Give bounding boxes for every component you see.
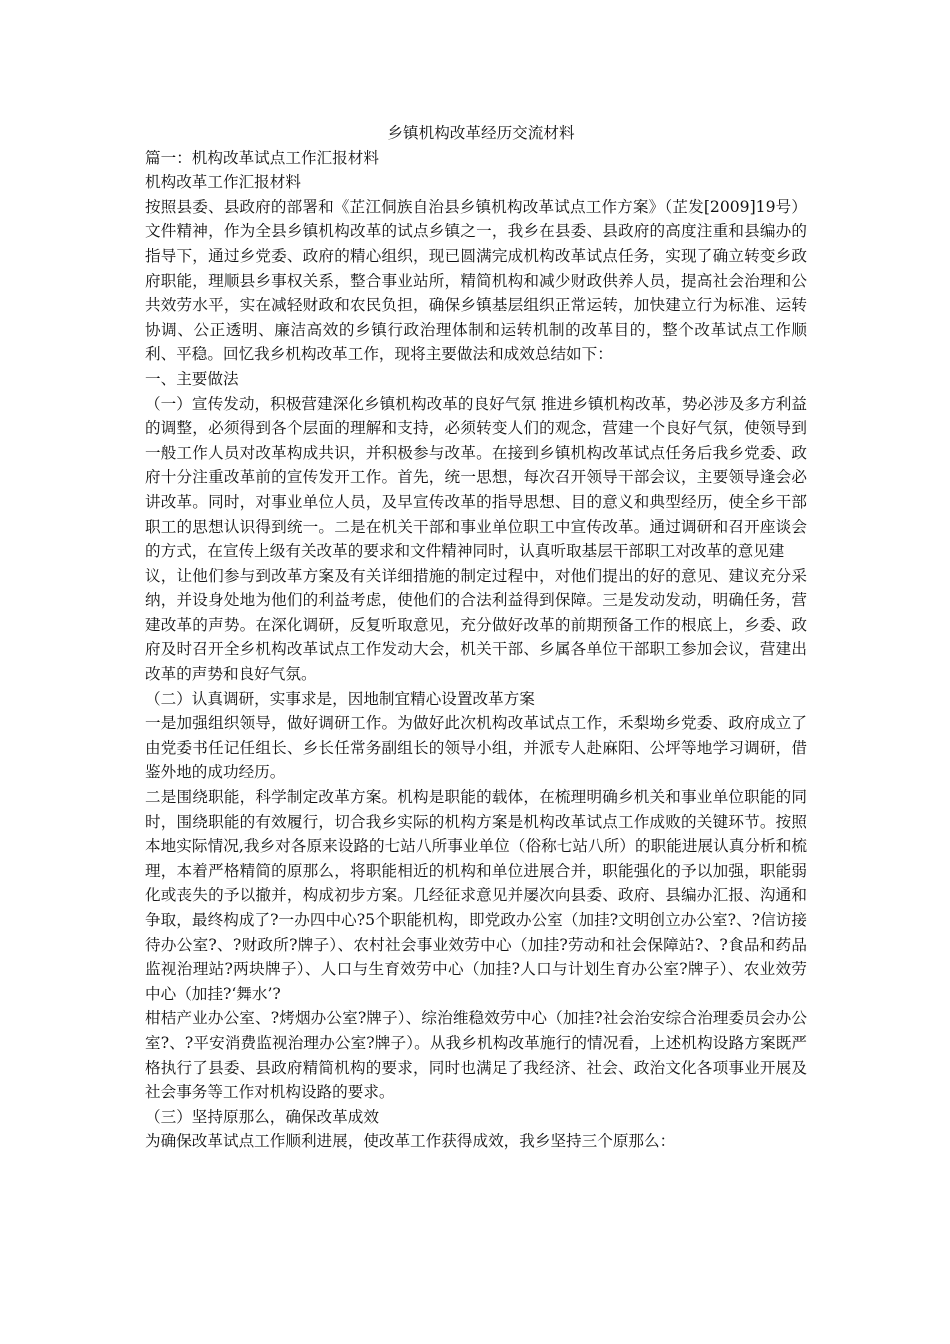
paragraph-functions-continued: 柑桔产业办公室、?烤烟办公室?牌子）、综治维稳效劳中心（加挂?社会治安综合治理委员会办公室?、?平安消费监视治理办公室?牌子）。从我乡机构改革施行的情况看，上述机构设路方案既严格执行了县委、县政府精简机构的要求，同时也满足了我经济、社会、政治文化各项事业开展及社会事务等工作对机构设路的要求。 [145,1009,807,1102]
heading-principles: （三）坚持原那么，确保改革成效 [145,1107,379,1126]
document-title: 乡镇机构改革经历交流材料 [387,124,575,142]
paragraph-intro: 按照县委、县政府的部署和《芷江侗族自治县乡镇机构改革试点工作方案》（芷发[2009]19号）文件精神，作为全县乡镇机构改革的试点乡镇之一，我乡在县委、县政府的高度注重和县编办的指导下，通过乡党委、政府的精心组织，现已圆满完成机构改革试点任务，实现了确立转变乡政府职能，理顺县乡事权关系，整合事业站所，精简机构和减少财政供养人员，提高社会治理和公共效劳水平，实在减轻财政和农民负担，确保乡镇基层组织正常运转，加快建立行为标准、运转协调、公正透明、廉洁高效的乡镇行政治理体制和运转机制的改革目的，整个改革试点工作顺利、平稳。回忆我乡机构改革工作，现将主要做法和成效总结如下： [145,197,807,364]
paragraph-leadership: 一是加强组织领导，做好调研工作。为做好此次机构改革试点工作，禾梨坳乡党委、政府成立了由党委书任记任组长、乡长任常务副组长的领导小组，并派专人赴麻阳、公坪等地学习调研，借鉴外地的成功经历。 [145,714,807,782]
paragraph-principles: 为确保改革试点工作顺利进展，使改革工作获得成效，我乡坚持三个原那么： [145,1132,676,1151]
paragraph-publicity-continued: 议，让他们参与到改革方案及有关详细措施的制定过程中，对他们提出的好的意见、建议充分采纳，并设身处地为他们的利益考虑，使他们的合法利益得到保障。三是发动发动，明确任务，营建改革的声势。在深化调研，反复听取意见，充分做好改革的前期预备工作的根底上，乡委、政府及时召开全乡机构改革试点工作发动大会，机关干部、乡属各单位干部职工参加会议，营建出改革的声势和良好气氛。 [145,566,807,684]
subsection-heading: 机构改革工作汇报材料 [145,173,301,192]
paragraph-functions: 二是围绕职能，科学制定改革方案。机构是职能的载体，在梳理明确乡机关和事业单位职能的同时，围绕职能的有效履行，切合我乡实际的机构方案是机构改革试点工作成败的关键环节。按照本地实际情况,我乡对各原来设路的七站八所事业单位（俗称七站八所）的职能进展认真分析和梳理，本着严格精简的原那么，将职能相近的机构和单位进展合并，职能强化的予以加强，职能弱化或丧失的予以撤并，构成初步方案。几经征求意见并屡次向县委、政府、县编办汇报、沟通和争取，最终构成了?一办四中心?5个职能机构，即党政办公室（加挂?文明创立办公室?、?信访接待办公室?、?财政所?牌子）、农村社会事业效劳中心（加挂?劳动和社会保障站?、?食品和药品监视治理站?两块牌子）、人口与生育效劳中心（加挂?人口与计划生育办公室?牌子）、农业效劳中心（加挂?‘舞水’? [145,788,807,1003]
paragraph-publicity: （一）宣传发动，积极营建深化乡镇机构改革的良好气氛 推进乡镇机构改革，势必涉及多方利益的调整，必须得到各个层面的理解和支持，必须转变人们的观念，营建一个良好气氛，使领导到一般工作人员对改革构成共识，并积极参与改革。在接到乡镇机构改革试点任务后我乡党委、政府十分注重改革前的宣传发开工作。首先，统一思想，每次召开领导干部会议，主要领导逢会必讲改革。同时，对事业单位人员，及早宣传改革的指导思想、目的意义和典型经历，使全乡干部职工的思想认识得到统一。二是在机关干部和事业单位职工中宣传改革。通过调研和召开座谈会的方式，在宣传上级有关改革的要求和文件精神同时，认真听取基层干部职工对改革的意见建 [145,394,807,561]
document-page [145,121,807,1154]
section-heading: 篇一：机构改革试点工作汇报材料 [145,148,379,167]
heading-research: （二）认真调研，实事求是，因地制宜精心设置改革方案 [145,689,535,708]
heading-main-approach: 一、主要做法 [145,369,239,388]
